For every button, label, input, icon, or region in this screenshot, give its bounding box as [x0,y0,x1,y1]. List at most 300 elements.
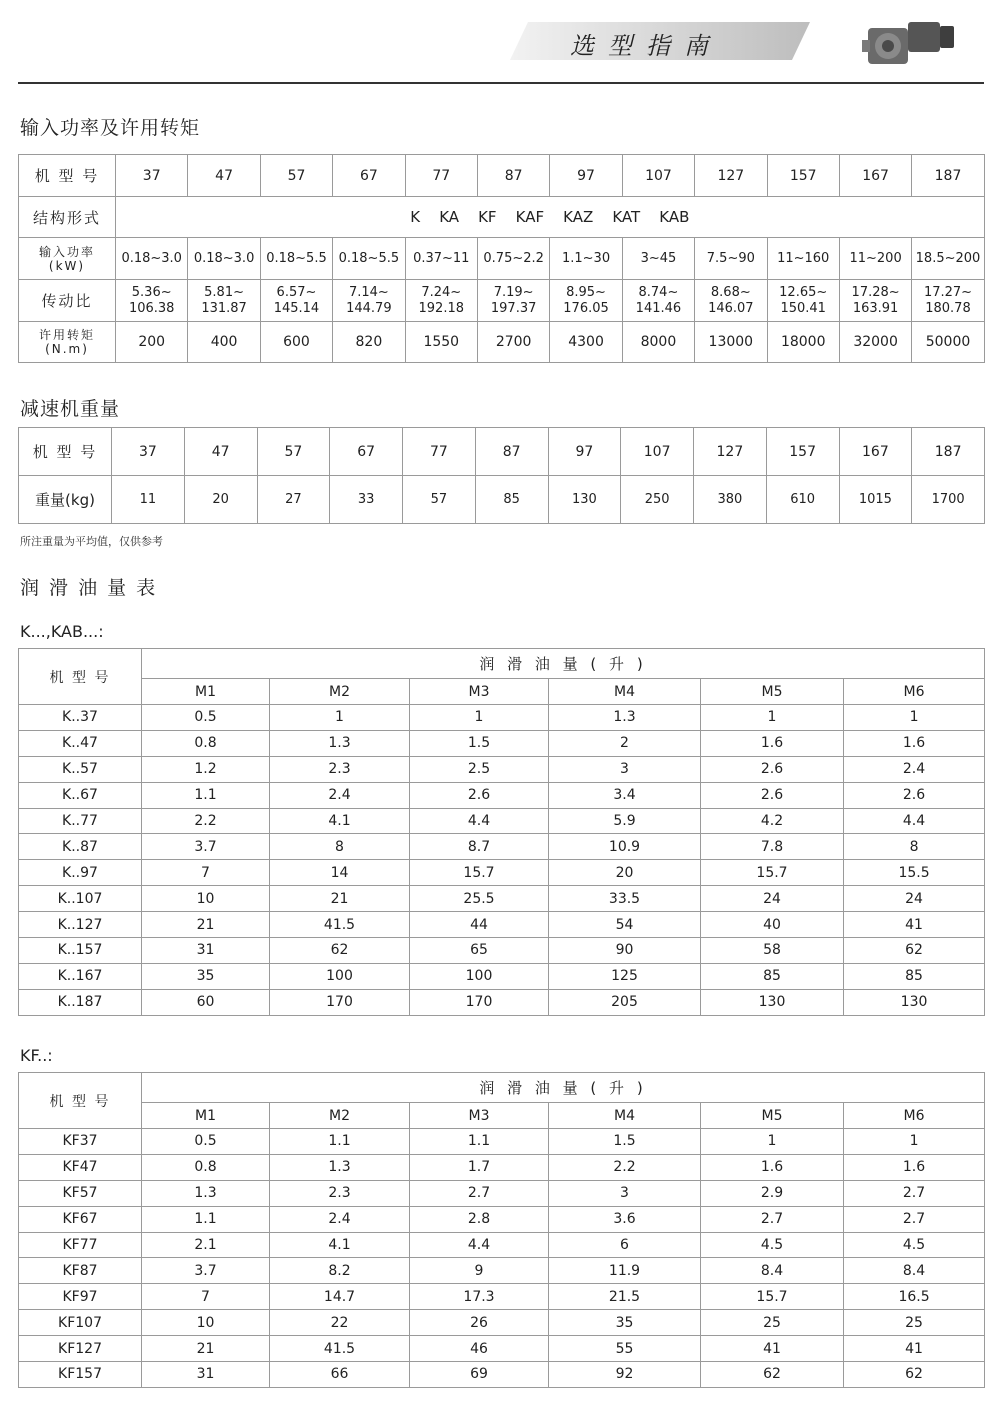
ratio-cell [912,280,984,322]
weight-cell: 130 [548,476,621,524]
model-cell: K..57 [19,756,142,782]
oil-header: 润 滑 油 量 ( 升 ) [142,1073,985,1103]
ratio-max: 146.07 [708,300,754,316]
oil-value-cell: 2.6 [701,782,844,808]
oil-value-cell: 4.4 [410,808,549,834]
table-row [19,963,985,989]
model-cell: KF97 [19,1284,142,1310]
table-row [19,782,985,808]
header-divider [18,82,984,84]
weight-cell: 610 [766,476,839,524]
oil-table-k [18,648,985,1016]
oil-value-cell: 2.2 [142,808,270,834]
torque-cell: 8000 [622,322,694,363]
oil-value-cell: 25 [844,1310,985,1336]
torque-cell: 32000 [839,322,911,363]
weight-cell: 20 [184,476,257,524]
oil-value-cell: 41 [844,912,985,938]
section-title-weight: 减速机重量 [20,398,121,420]
table-row [19,730,985,756]
oil-value-cell: 2.7 [410,1180,549,1206]
ratio-cell [260,280,332,322]
oil-value-cell: 9 [410,1258,549,1284]
position-header: M1 [142,679,270,705]
position-header: M6 [844,679,985,705]
oil-value-cell: 1 [270,705,410,731]
oil-value-cell: 44 [410,912,549,938]
ratio-min: 5.36~ [131,284,172,300]
oil-value-cell: 2.3 [270,1180,410,1206]
torque-cell: 600 [260,322,332,363]
ratio-cell [695,280,767,322]
model-cell: 47 [184,428,257,476]
oil-value-cell: 58 [701,938,844,964]
ratio-max: 180.78 [925,300,971,316]
oil-value-cell: 4.2 [701,808,844,834]
position-header: M4 [549,679,701,705]
oil-value-cell: 8.4 [701,1258,844,1284]
model-cell: KF67 [19,1206,142,1232]
power-cell: 0.18~5.5 [333,238,405,280]
model-cell: K..97 [19,860,142,886]
oil-header-row [19,649,985,679]
oil-table-k-body [19,705,985,1016]
oil-value-cell: 15.7 [410,860,549,886]
oil-value-cell: 4.1 [270,1232,410,1258]
oil-value-cell: 1 [410,705,549,731]
weight-model-row [19,428,985,476]
oil-value-cell: 1.6 [844,1154,985,1180]
power-cell: 11~160 [767,238,839,280]
power-label [19,238,116,280]
model-cell: 157 [767,155,839,197]
weight-label: 重量(kg) [19,476,112,524]
power-label-line1: 输入功率 [38,244,95,259]
ratio-cell [839,280,911,322]
oil-value-cell: 3 [549,1180,701,1206]
model-cell: K..47 [19,730,142,756]
oil-value-cell: 1.5 [549,1129,701,1155]
table-row [19,886,985,912]
oil-value-cell: 14.7 [270,1284,410,1310]
power-torque-table [18,154,985,363]
oil-value-cell: 100 [410,963,549,989]
structure-row [19,197,985,238]
section-title-oil: 润 滑 油 量 表 [20,577,158,599]
oil-value-cell: 41.5 [270,912,410,938]
table-row [19,1310,985,1336]
ratio-min: 17.27~ [923,284,973,300]
oil-value-cell: 10 [142,886,270,912]
oil-header-row [19,1073,985,1103]
model-cell: 37 [116,155,188,197]
ratio-row [19,280,985,322]
ratio-cell [188,280,260,322]
kf-table-subtitle: KF..: [20,1046,53,1065]
ratio-min: 5.81~ [204,284,244,300]
table-row [19,860,985,886]
oil-value-cell: 1 [701,1129,844,1155]
weight-cell: 380 [694,476,767,524]
oil-value-cell: 8 [844,834,985,860]
ratio-max: 176.05 [563,300,609,316]
oil-value-cell: 35 [142,963,270,989]
ratio-cell [550,280,622,322]
power-cell: 7.5~90 [695,238,767,280]
oil-value-cell: 55 [549,1336,701,1362]
power-row [19,238,985,280]
oil-value-cell: 2.5 [410,756,549,782]
oil-value-cell: 0.8 [142,1154,270,1180]
oil-value-cell: 14 [270,860,410,886]
oil-value-cell: 2.7 [844,1180,985,1206]
position-row [19,679,985,705]
power-cell: 3~45 [622,238,694,280]
ratio-cell [405,280,477,322]
torque-cell: 50000 [912,322,984,363]
oil-value-cell: 0.8 [142,730,270,756]
ratio-max: 163.91 [852,300,899,316]
power-cell: 0.75~2.2 [477,238,549,280]
oil-value-cell: 2.4 [844,756,985,782]
oil-header: 润 滑 油 量 ( 升 ) [142,649,985,679]
oil-value-cell: 7.8 [701,834,844,860]
table-row [19,705,985,731]
ratio-min: 8.68~ [710,284,751,300]
oil-value-cell: 205 [549,989,701,1015]
model-cell: 157 [766,428,839,476]
model-cell: KF57 [19,1180,142,1206]
torque-row [19,322,985,363]
ratio-min: 7.14~ [348,284,389,300]
table-row [19,1129,985,1155]
table-row [19,756,985,782]
ratio-min: 8.95~ [566,284,606,300]
power-cell: 0.18~5.5 [260,238,332,280]
model-cell: K..77 [19,808,142,834]
table-row [19,938,985,964]
oil-value-cell: 1.3 [270,1154,410,1180]
model-cell: 167 [839,428,912,476]
model-cell: KF107 [19,1310,142,1336]
ratio-max: 150.41 [780,300,826,316]
model-cell: 107 [621,428,694,476]
weight-cell: 11 [112,476,185,524]
table-row [19,808,985,834]
oil-value-cell: 41 [844,1336,985,1362]
oil-value-cell: 20 [549,860,701,886]
torque-label [19,322,116,363]
weight-note: 所注重量为平均值，仅供参考 [20,535,163,548]
oil-value-cell: 54 [549,912,701,938]
model-cell: 47 [188,155,260,197]
oil-value-cell: 1.7 [410,1154,549,1180]
model-cell: 107 [622,155,694,197]
oil-value-cell: 1.2 [142,756,270,782]
power-cell: 1.1~30 [550,238,622,280]
oil-value-cell: 1.6 [701,730,844,756]
oil-value-cell: 10.9 [549,834,701,860]
ratio-cell [116,280,188,322]
position-header: M5 [701,1103,844,1129]
ratio-cell [477,280,549,322]
oil-value-cell: 4.5 [844,1232,985,1258]
model-cell: 167 [839,155,911,197]
model-cell: 77 [405,155,477,197]
table-row [19,1284,985,1310]
oil-value-cell: 5.9 [549,808,701,834]
oil-value-cell: 11.9 [549,1258,701,1284]
oil-value-cell: 3.4 [549,782,701,808]
oil-value-cell: 8.4 [844,1258,985,1284]
oil-value-cell: 170 [410,989,549,1015]
ratio-min: 12.65~ [779,284,828,300]
model-cell: 87 [477,155,549,197]
model-header: 机 型 号 [19,1073,142,1129]
oil-value-cell: 26 [410,1310,549,1336]
oil-value-cell: 3.7 [142,1258,270,1284]
torque-label-line1: 许用转矩 [38,328,95,342]
ratio-min: 7.19~ [493,284,534,300]
model-cell: K..37 [19,705,142,731]
model-cell: K..87 [19,834,142,860]
oil-value-cell: 46 [410,1336,549,1362]
oil-value-cell: 2.6 [410,782,549,808]
model-cell: 187 [912,155,984,197]
oil-value-cell: 130 [844,989,985,1015]
ratio-max: 131.87 [201,300,247,316]
oil-value-cell: 8.2 [270,1258,410,1284]
oil-value-cell: 17.3 [410,1284,549,1310]
oil-value-cell: 8 [270,834,410,860]
oil-value-cell: 24 [701,886,844,912]
k-table-subtitle: K...,KAB...: [20,622,104,641]
oil-value-cell: 1.3 [270,730,410,756]
oil-value-cell: 62 [270,938,410,964]
section-title-power-torque: 输入功率及许用转矩 [20,117,201,139]
model-cell: 87 [475,428,548,476]
oil-value-cell: 25.5 [410,886,549,912]
oil-value-cell: 1.6 [844,730,985,756]
ratio-max: 197.37 [490,300,537,316]
ratio-cell [622,280,694,322]
oil-value-cell: 62 [844,1362,985,1388]
oil-value-cell: 62 [701,1362,844,1388]
oil-value-cell: 1.3 [142,1180,270,1206]
oil-value-cell: 2.2 [549,1154,701,1180]
model-label: 机 型 号 [19,428,112,476]
structure-label: 结构形式 [19,197,116,238]
oil-value-cell: 66 [270,1362,410,1388]
oil-value-cell: 21 [270,886,410,912]
torque-label-line2: (N.m) [45,342,89,356]
table-row [19,1336,985,1362]
model-header: 机 型 号 [19,649,142,705]
torque-cell: 2700 [477,322,549,363]
weight-cell: 27 [257,476,330,524]
oil-value-cell: 31 [142,938,270,964]
page-banner-title: 选型指南 [570,32,722,60]
model-cell: 67 [330,428,403,476]
model-cell: K..167 [19,963,142,989]
torque-cell: 1550 [405,322,477,363]
oil-value-cell: 1.1 [142,1206,270,1232]
model-cell: K..67 [19,782,142,808]
position-header: M4 [549,1103,701,1129]
oil-value-cell: 41 [701,1336,844,1362]
model-cell: 37 [112,428,185,476]
model-cell: 97 [550,155,622,197]
weight-cell: 1700 [912,476,985,524]
oil-value-cell: 21.5 [549,1284,701,1310]
model-cell: 127 [694,428,767,476]
model-cell: KF37 [19,1129,142,1155]
oil-value-cell: 1 [844,705,985,731]
oil-value-cell: 25 [701,1310,844,1336]
model-cell: 57 [260,155,332,197]
oil-value-cell: 92 [549,1362,701,1388]
oil-value-cell: 69 [410,1362,549,1388]
table-row [19,1362,985,1388]
oil-value-cell: 35 [549,1310,701,1336]
power-cell: 0.37~11 [405,238,477,280]
weight-cell: 1015 [839,476,912,524]
oil-value-cell: 4.4 [844,808,985,834]
weight-cell: 250 [621,476,694,524]
model-cell: 67 [333,155,405,197]
table-row [19,1232,985,1258]
oil-value-cell: 2.7 [701,1206,844,1232]
weight-cell: 85 [475,476,548,524]
weight-table [18,427,985,524]
torque-cell: 13000 [695,322,767,363]
weight-value-row [19,476,985,524]
power-cell: 0.18~3.0 [188,238,260,280]
table-row [19,989,985,1015]
oil-value-cell: 2.4 [270,782,410,808]
oil-value-cell: 1.1 [270,1129,410,1155]
table-row [19,1154,985,1180]
ratio-cell [767,280,839,322]
oil-value-cell: 2.1 [142,1232,270,1258]
weight-cell: 57 [403,476,476,524]
oil-value-cell: 3.7 [142,834,270,860]
model-cell: K..157 [19,938,142,964]
power-cell: 11~200 [839,238,911,280]
position-header: M3 [410,1103,549,1129]
table-row [19,1258,985,1284]
oil-value-cell: 85 [844,963,985,989]
gearbox-image [858,10,958,72]
position-header: M3 [410,679,549,705]
oil-value-cell: 10 [142,1310,270,1336]
torque-cell: 400 [188,322,260,363]
oil-value-cell: 1 [844,1129,985,1155]
position-header: M6 [844,1103,985,1129]
model-label: 机 型 号 [19,155,116,197]
ratio-label: 传动比 [19,280,116,322]
header-banner [510,22,810,60]
model-row [19,155,985,197]
oil-value-cell: 15.7 [701,1284,844,1310]
oil-value-cell: 4.5 [701,1232,844,1258]
oil-value-cell: 170 [270,989,410,1015]
oil-table-kf-body [19,1129,985,1388]
oil-table-kf [18,1072,985,1388]
oil-value-cell: 41.5 [270,1336,410,1362]
model-cell: K..127 [19,912,142,938]
position-header: M2 [270,1103,410,1129]
oil-value-cell: 2.6 [701,756,844,782]
oil-value-cell: 2.3 [270,756,410,782]
model-cell: KF157 [19,1362,142,1388]
table-row [19,1206,985,1232]
torque-cell: 200 [116,322,188,363]
model-cell: 187 [912,428,985,476]
weight-cell: 33 [330,476,403,524]
oil-value-cell: 4.1 [270,808,410,834]
oil-value-cell: 1.1 [410,1129,549,1155]
oil-value-cell: 7 [142,1284,270,1310]
ratio-min: 6.57~ [276,284,317,300]
ratio-max: 145.14 [273,300,320,316]
ratio-min: 17.28~ [851,284,900,300]
table-row [19,834,985,860]
ratio-max: 141.46 [635,300,682,316]
oil-value-cell: 33.5 [549,886,701,912]
oil-value-cell: 3.6 [549,1206,701,1232]
oil-value-cell: 100 [270,963,410,989]
oil-value-cell: 1.3 [549,705,701,731]
model-cell: 127 [695,155,767,197]
oil-value-cell: 1.6 [701,1154,844,1180]
torque-cell: 18000 [767,322,839,363]
power-cell: 0.18~3.0 [116,238,188,280]
oil-value-cell: 2.4 [270,1206,410,1232]
position-header: M1 [142,1103,270,1129]
position-header: M5 [701,679,844,705]
oil-value-cell: 62 [844,938,985,964]
oil-value-cell: 65 [410,938,549,964]
position-header: M2 [270,679,410,705]
model-cell: KF47 [19,1154,142,1180]
ratio-max: 144.79 [346,300,392,316]
position-row [19,1103,985,1129]
oil-value-cell: 125 [549,963,701,989]
oil-value-cell: 85 [701,963,844,989]
oil-value-cell: 4.4 [410,1232,549,1258]
oil-value-cell: 6 [549,1232,701,1258]
oil-value-cell: 90 [549,938,701,964]
table-row [19,1180,985,1206]
oil-value-cell: 15.5 [844,860,985,886]
model-cell: 77 [403,428,476,476]
ratio-cell [333,280,405,322]
ratio-max: 106.38 [128,300,175,316]
oil-value-cell: 31 [142,1362,270,1388]
oil-value-cell: 40 [701,912,844,938]
oil-value-cell: 1.1 [142,782,270,808]
oil-value-cell: 8.7 [410,834,549,860]
oil-value-cell: 2 [549,730,701,756]
oil-value-cell: 2.8 [410,1206,549,1232]
oil-value-cell: 1 [701,705,844,731]
oil-value-cell: 24 [844,886,985,912]
oil-value-cell: 130 [701,989,844,1015]
table-row [19,912,985,938]
oil-value-cell: 0.5 [142,1129,270,1155]
oil-value-cell: 7 [142,860,270,886]
